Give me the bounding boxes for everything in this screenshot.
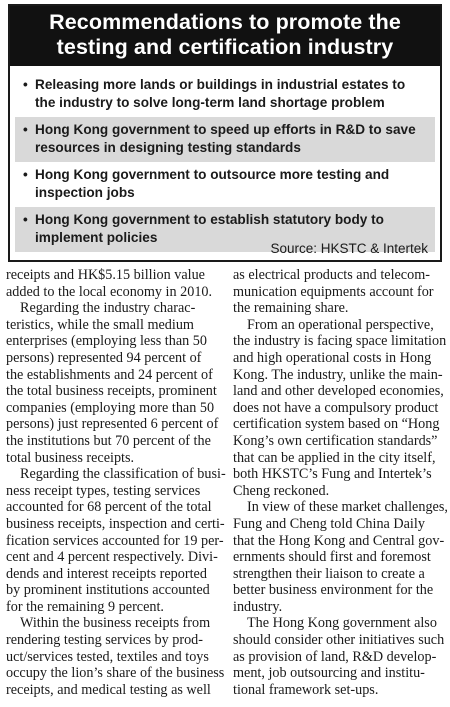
article-line: that can be applied in the city itself, [233, 449, 436, 466]
article-line: does not have a compulsory product [233, 399, 439, 416]
article-line: as provision of land, R&D develop- [233, 648, 437, 665]
article-line: fication services accounted for 19 per- [6, 532, 224, 549]
article-line: industry. [233, 598, 283, 615]
item-line: Hong Kong government to outsource more testing and [35, 167, 390, 182]
article-paragraph [233, 267, 448, 317]
article-line: Kong’s own certification standards” [233, 432, 438, 449]
article-line: enterprises (employing less than 50 [6, 333, 207, 350]
article-line: From an operational perspective, [247, 316, 434, 333]
article-line: the total business receipts, prominent [6, 383, 217, 400]
item-line: Releasing more lands or buildings in industrial estates to [35, 77, 406, 92]
article-line: uct/services tested, textiles and toys [6, 648, 209, 665]
article-paragraph [233, 317, 448, 500]
article-line: ernments should first and foremost [233, 549, 431, 566]
article-line: receipts, and medical testing as well [6, 681, 211, 698]
article-paragraph [6, 300, 221, 466]
article-line: as electrical products and telecom- [233, 267, 430, 283]
article-line: occupy the lion’s share of the business [6, 665, 225, 682]
article-line: land and other developed economies, [233, 383, 444, 400]
article-line: Cheng reckoned. [233, 482, 330, 499]
article-line: Regarding the industry charac- [20, 300, 196, 317]
article-line: rendering testing services by prod- [6, 632, 203, 649]
panel-title [10, 6, 440, 66]
bullet-icon: • [23, 77, 28, 92]
article-line: added to the local economy in 2010. [6, 283, 213, 300]
item-line: Hong Kong government to establish statutory body to [35, 212, 384, 227]
article-column-right [233, 267, 448, 698]
article-line: cent and 4 percent respectively. Divi- [6, 549, 218, 566]
article-line: Within the business receipts from [20, 615, 211, 632]
article-line: In view of these market challenges, [247, 499, 448, 516]
recommendation-list [15, 72, 435, 252]
article-line: persons) represented 94 percent of [6, 349, 202, 366]
article-line: and high operational costs in Hong [233, 349, 432, 366]
article-line: The Hong Kong government also [247, 615, 437, 632]
article-line: the remaining share. [233, 300, 349, 317]
bullet-icon: • [23, 212, 28, 227]
article-paragraph [233, 615, 448, 698]
article-line: persons) just represented 6 percent of [6, 416, 219, 433]
article-line: business receipts, inspection and certi- [6, 515, 225, 532]
article-paragraph [233, 499, 448, 615]
article-paragraph [6, 615, 225, 698]
article-line: companies (employing more than 50 [6, 399, 215, 416]
recommendation-item [15, 117, 435, 162]
recommendations-panel [8, 4, 442, 262]
panel-title-line: testing and certification industry [56, 35, 394, 59]
article-line: by prominent institutions accounted [6, 582, 210, 599]
article-line: ness receipt types, testing services [6, 482, 201, 499]
article-line: Kong. The industry, unlike the main- [233, 366, 443, 383]
article-line: total business receipts. [6, 449, 135, 466]
item-line: inspection jobs [35, 185, 135, 200]
panel-title-line: Recommendations to promote the [49, 10, 401, 34]
article-line: better business environment for the [233, 582, 434, 599]
article-line: receipts and HK$5.15 billion value [6, 267, 205, 283]
bullet-icon: • [23, 122, 28, 137]
article-line: Fung and Cheng told China Daily [233, 515, 425, 532]
item-line: Hong Kong government to speed up efforts in R&D to save [35, 122, 416, 137]
article-line: certification system based on “Hong [233, 416, 440, 433]
article-line: munication equipments account for [233, 283, 434, 300]
article-line: for the remaining 9 percent. [6, 598, 164, 615]
article-column-left [6, 267, 226, 698]
article-line: teristics, while the small medium [6, 316, 194, 333]
article-line: the establishments and 24 percent of [6, 366, 213, 383]
article-line: the institutions but 70 percent of the [6, 432, 211, 449]
recommendation-item [15, 162, 435, 207]
bullet-icon: • [23, 167, 28, 182]
article-line: that the Hong Kong and Central gov- [233, 532, 445, 549]
article-line: strengthen their liaison to create a [233, 565, 425, 582]
item-line: implement policies [35, 230, 158, 245]
item-line: the industry to solve long-term land shortage problem [35, 95, 385, 110]
recommendation-item [15, 72, 435, 117]
article-line: tional framework set-ups. [233, 681, 379, 698]
article-paragraph [6, 267, 221, 300]
item-line: resources in designing testing standards [35, 140, 301, 155]
article-line: the industry is facing space limitation [233, 333, 447, 350]
article-line: ment, job outsourcing and institu- [233, 665, 425, 682]
article-line: Regarding the classification of busi- [20, 466, 226, 483]
article-line: accounted for 68 percent of the total [6, 499, 212, 516]
article-line: should consider other initiatives such [233, 632, 445, 649]
source-credit: Source: HKSTC & Intertek [270, 241, 428, 256]
article-paragraph [6, 466, 226, 615]
article-line: dends and interest receipts reported [6, 565, 207, 582]
article-line: both HKSTC’s Fung and Intertek’s [233, 466, 432, 483]
